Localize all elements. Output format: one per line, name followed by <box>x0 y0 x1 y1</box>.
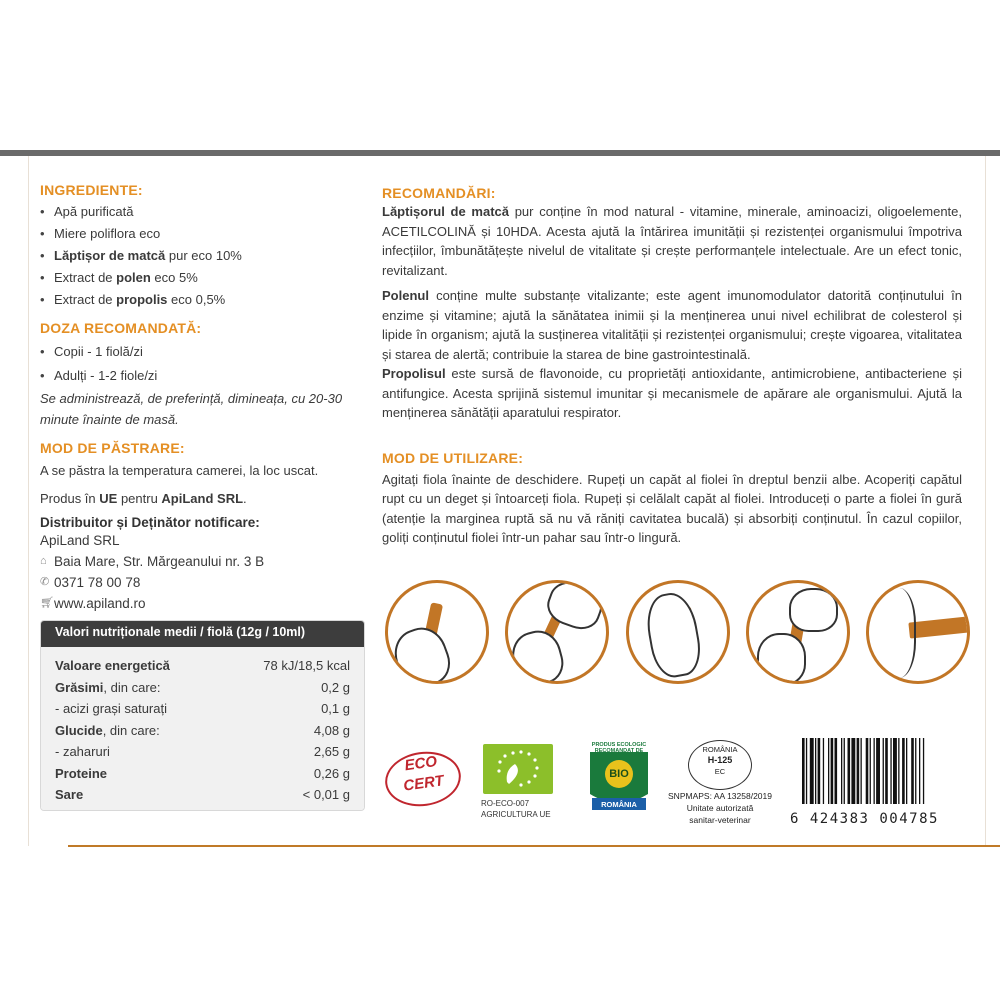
barcode-bar <box>831 738 834 804</box>
nutrition-row: Proteine 0,26 g <box>55 765 350 781</box>
top-border <box>0 150 1000 156</box>
step-2-illustration <box>505 580 609 684</box>
barcode-bar <box>870 738 871 804</box>
barcode-bar <box>857 738 860 804</box>
eu-organic-leaf-icon <box>483 744 553 794</box>
barcode-bar <box>866 738 869 804</box>
right-border <box>985 156 986 846</box>
pollen-paragraph: Polenul conține multe substanțe vitalizante; este agent imunomodulator datorită conținutului în enzime și vitamine; ajută la sănătatea inimii și la menținerea unui nivel echilibrat de colesterol și lipide în organism; ajută la susținerea vitalității și rezistenței organismului; crește vigoarea, vitalitatea și starea de alertă; contribuie la starea de bine gastrointestinală. <box>382 288 962 362</box>
phone-icon: ✆ <box>40 576 50 588</box>
barcode-bar <box>923 738 924 804</box>
barcode-bar <box>806 738 807 804</box>
ingredient-item: • Miere poliflora eco <box>40 223 370 245</box>
barcode-bar <box>898 738 899 804</box>
barcode-bar <box>919 738 920 804</box>
step-4-illustration <box>746 580 850 684</box>
dose-list <box>40 340 370 388</box>
produced-in: Produs în UE pentru ApiLand SRL. <box>40 491 247 506</box>
storage-text: A se păstra la temperatura camerei, la loc uscat. <box>40 463 319 478</box>
barcode-bar <box>902 738 905 804</box>
romania-health-seal: ROMÂNIA H-125 EC <box>688 740 752 790</box>
ingredient-list <box>40 201 370 311</box>
step-1-illustration <box>385 580 489 684</box>
barcode-bar <box>893 738 897 804</box>
ingrediente-heading: INGREDIENTE: <box>40 182 143 198</box>
doza-heading: DOZA RECOMANDATĂ: <box>40 320 202 336</box>
nutrition-header: Valori nutriționale medii / fiolă (12g / 10ml) <box>41 621 364 647</box>
royal-jelly-paragraph: Lăptișorul de matcă pur conține în mod natural - vitamine, minerale, aminoacizi, oligoelemente, ACETILCOLINĂ și 10HDA. Acesta ajută la întărirea imunității și rezistenței organismului împotriva infecțiilor, îmbunătățește nivelul de vitalitate și crește performanțele intelectuale. Are un efect tonic, revitalizant. <box>382 204 963 278</box>
barcode-bar <box>802 738 805 804</box>
nutrition-row: - zaharuri 2,65 g <box>55 744 350 759</box>
ingredient-item: • Lăptișor de matcă pur eco 10% <box>40 245 370 267</box>
distributor-name: ApiLand SRL <box>40 533 120 548</box>
barcode-bar <box>883 738 884 804</box>
step-5-illustration <box>866 580 970 684</box>
barcode-bar <box>841 738 842 804</box>
sanitary-authorization-text: SNPMAPS: AA 13258/2019 Unitate autorizată sanitar-veterinar <box>668 791 772 825</box>
barcode-bar <box>876 738 880 804</box>
barcode-bar <box>915 738 916 804</box>
barcode-bar <box>810 738 814 804</box>
eu-organic-code: RO-ECO-007 AGRICULTURA UE <box>481 799 551 819</box>
bottom-border <box>68 845 1000 847</box>
usage-paragraph: Agitați fiola înainte de deschidere. Rupeți un capăt al fiolei în dreptul benzii albe. Acoperiți capătul rupt cu un deget și întoarceți fiola. Rupeți și celălalt capăt al fiolei. Introduceți o parte a fiolei în gură (atenție la marginea ruptă să nu vă răniți cavitatea bucală) și absorbiți conținutul. În cazul copiilor, goliți conținutul fiolei într-un pahar sau într-o lingură. <box>382 471 962 545</box>
web-row: 🛒︎ www.apiland.ro <box>40 593 370 614</box>
dose-item: • Copii - 1 fiolă/zi <box>40 340 370 364</box>
cart-icon: 🛒︎ <box>40 597 54 609</box>
barcode-bar <box>851 738 855 804</box>
address-row: ⌂ Baia Mare, Str. Mărgeanului nr. 3 B <box>40 551 370 572</box>
barcode-bar <box>906 738 907 804</box>
ingredient-item: • Extract de polen eco 5% <box>40 267 370 289</box>
barcode-bar <box>890 738 891 804</box>
left-column <box>40 182 370 811</box>
ecocert-logo: ECO CERT <box>382 747 465 811</box>
barcode-bar <box>848 738 851 804</box>
barcode-bar <box>828 738 829 804</box>
step-3-illustration <box>626 580 730 684</box>
nutrition-row: Sare < 0,01 g <box>55 787 350 802</box>
barcode-bar <box>844 738 845 804</box>
barcode-number: 6 424383 004785 <box>790 811 939 827</box>
barcode-bar <box>861 738 862 804</box>
distributor-heading: Distribuitor și Deținător notificare: <box>40 515 260 530</box>
right-column <box>382 185 962 548</box>
dose-note: Se administrează, de preferință, dimineața, cu 20-30 minute înainte de masă. <box>40 391 343 427</box>
barcode-bar <box>911 738 914 804</box>
barcode-bar <box>874 738 875 804</box>
nutrition-table <box>40 620 365 811</box>
nutrition-row: Glucide, din care: 4,08 g <box>55 722 350 738</box>
pastrare-heading: MOD DE PĂSTRARE: <box>40 440 185 456</box>
barcode-bar <box>818 738 821 804</box>
recomandari-heading: RECOMANDĂRI: <box>382 185 496 201</box>
phone-row: ✆ 0371 78 00 78 <box>40 572 370 593</box>
bio-romania-logo: PRODUS ECOLOGIC RECOMANDAT DE BIO ROMÂNIA <box>591 742 647 809</box>
propolis-paragraph: Propolisul este sursă de flavonoide, cu proprietăți antioxidante, antimicrobiene, antibacteriene și antifungice. Acesta sprijină sistemul imunitar și mecanismele de apărare ale organismului. Ajută la menținerea sănătății aparatului respirator. <box>382 366 962 420</box>
dose-item: • Adulți - 1-2 fiole/zi <box>40 364 370 388</box>
home-icon: ⌂ <box>40 555 47 567</box>
barcode-bar <box>823 738 824 804</box>
left-border <box>28 156 29 846</box>
nutrition-row: - acizi grași saturați 0,1 g <box>55 701 350 716</box>
nutrition-row: Grăsimi, din care: 0,2 g <box>55 679 350 695</box>
ingredient-item: • Apă purificată <box>40 201 370 223</box>
barcode-bar <box>885 738 888 804</box>
ingredient-item: • Extract de propolis eco 0,5% <box>40 289 370 311</box>
barcode-bar <box>835 738 838 804</box>
utilizare-heading: MOD DE UTILIZARE: <box>382 449 524 466</box>
nutrition-row: Valoare energetică 78 kJ/18,5 kcal <box>55 658 350 673</box>
barcode <box>790 736 975 827</box>
barcode-bar <box>815 738 816 804</box>
